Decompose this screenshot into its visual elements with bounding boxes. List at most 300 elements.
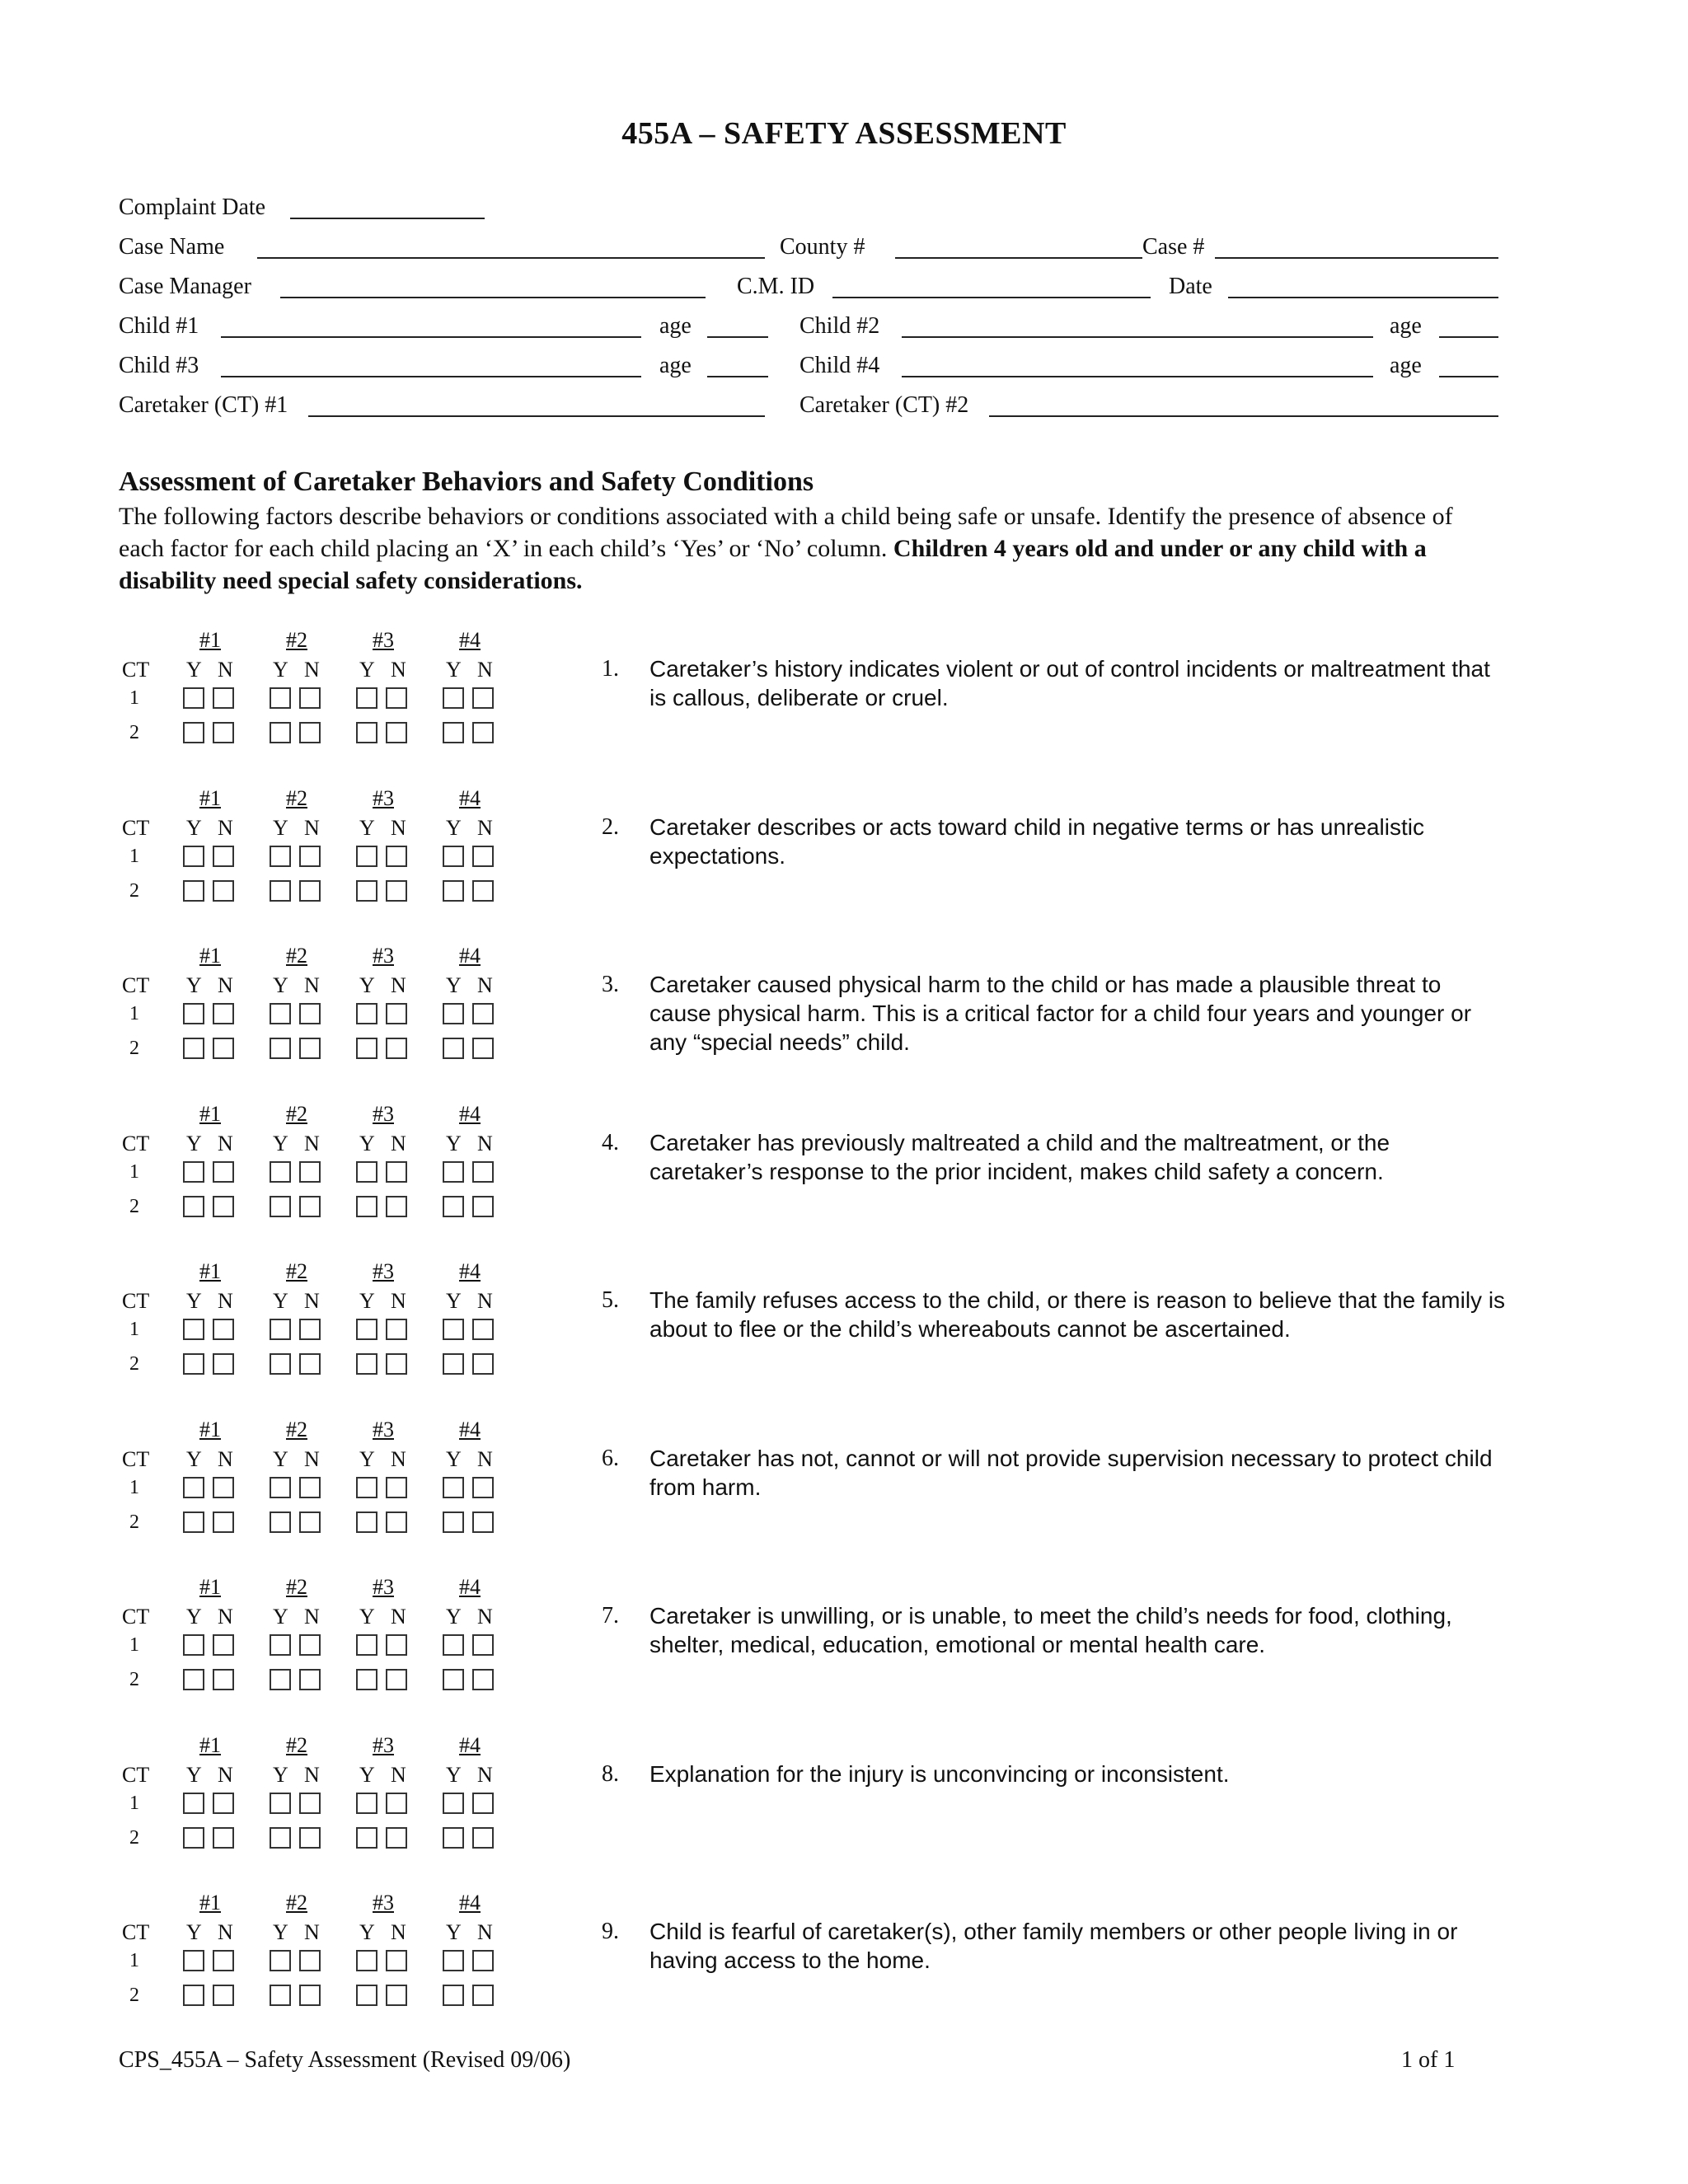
no-label: N [477,1289,493,1313]
factor-text: Caretaker caused physical harm to the child or has made a plausible threat to cause physical harm. This is a critical factor for a child four years and younger or any “special needs” child. [649,972,1472,1055]
no-label: N [391,658,406,682]
yes-label: Y [446,1289,462,1313]
case-name-label: Case Name [119,234,225,260]
child-column-header: #4 [459,1259,481,1283]
no-checkbox[interactable] [386,1511,407,1533]
child-column-header: #2 [286,1259,307,1283]
child-column-header: #3 [373,1575,394,1599]
factor-block [0,1418,1688,1574]
no-label: N [477,1762,493,1787]
yes-checkbox[interactable] [356,1477,377,1498]
yes-label: Y [273,1131,288,1155]
child-column-header: #4 [459,1891,481,1915]
factor-text: Caretaker describes or acts toward child in negative terms or has unrealistic expectations. [649,813,1424,869]
caretaker1-field[interactable] [308,415,765,417]
child3-age-label: age [659,353,692,378]
child2-label: Child #2 [799,313,880,339]
yes-checkbox[interactable] [443,880,464,902]
no-label: N [304,973,320,997]
caretaker-row-label: 1 [129,1950,139,1971]
factor-number: 2. [602,813,619,840]
case-manager-label: Case Manager [119,274,251,299]
yes-label: Y [186,1920,202,1944]
section-title: Assessment of Caretaker Behaviors and Safety Conditions [119,466,814,497]
yes-checkbox[interactable] [356,1353,377,1375]
yes-checkbox[interactable] [270,1793,291,1814]
factor-number: 1. [602,656,619,682]
no-checkbox[interactable] [472,1003,494,1024]
no-label: N [218,1762,233,1787]
yes-checkbox[interactable] [356,1003,377,1024]
ct-label: CT [122,1605,150,1629]
yes-checkbox[interactable] [443,1669,464,1690]
yes-checkbox[interactable] [443,687,464,709]
yes-checkbox[interactable] [356,1319,377,1340]
yes-label: Y [273,815,288,840]
yes-checkbox[interactable] [270,846,291,867]
intro-text: The following factors describe behaviors or conditions associated with a child being safe or unsafe. Identify the presence of absence of each factor for each child placing an ‘X’ in each child’s ‘Yes’ or ‘No’ column. [119,503,1453,562]
no-checkbox[interactable] [213,1511,234,1533]
no-label: N [391,1446,406,1471]
no-checkbox[interactable] [472,1827,494,1849]
no-checkbox[interactable] [299,687,321,709]
yes-checkbox[interactable] [270,1319,291,1340]
child4-field[interactable] [902,376,1373,377]
yes-checkbox[interactable] [443,1827,464,1849]
yes-checkbox[interactable] [356,722,377,743]
yes-label: Y [186,1289,202,1313]
no-label: N [304,1762,320,1787]
intro-bold-text: Children 4 years old and under or any child with a disability need special safety considerations. [119,535,1427,594]
yes-checkbox[interactable] [356,880,377,902]
yes-label: Y [359,1762,375,1787]
no-checkbox[interactable] [299,1511,321,1533]
child-column-header: #4 [459,628,481,652]
caretaker-row-label: 2 [129,1511,139,1533]
no-checkbox[interactable] [472,1477,494,1498]
yes-checkbox[interactable] [183,1669,204,1690]
no-checkbox[interactable] [472,1793,494,1814]
child-column-header: #4 [459,785,481,810]
no-label: N [391,1920,406,1944]
caretaker-row-label: 1 [129,1792,139,1814]
cm-id-field[interactable] [832,297,1151,298]
no-checkbox[interactable] [213,687,234,709]
yes-label: Y [186,1131,202,1155]
no-checkbox[interactable] [386,1161,407,1183]
yes-checkbox[interactable] [356,687,377,709]
no-checkbox[interactable] [299,1985,321,2006]
no-label: N [391,1605,406,1629]
no-checkbox[interactable] [213,1985,234,2006]
case-no-field[interactable] [1215,257,1498,259]
yes-checkbox[interactable] [183,1950,204,1971]
child4-label: Child #4 [799,353,880,378]
yes-checkbox[interactable] [270,722,291,743]
yes-checkbox[interactable] [183,1003,204,1024]
no-checkbox[interactable] [386,880,407,902]
no-checkbox[interactable] [386,1003,407,1024]
yes-checkbox[interactable] [443,1319,464,1340]
no-checkbox[interactable] [386,1477,407,1498]
no-label: N [304,1920,320,1944]
yes-checkbox[interactable] [183,1634,204,1656]
no-checkbox[interactable] [213,1634,234,1656]
no-checkbox[interactable] [386,687,407,709]
yes-checkbox[interactable] [183,687,204,709]
ct-label: CT [122,1762,150,1787]
factor-text: Caretaker is unwilling, or is unable, to meet the child’s needs for food, clothing, shelter, medical, education, emotional or mental health care. [649,1603,1452,1657]
child3-age-field[interactable] [707,376,768,377]
yes-checkbox[interactable] [183,1319,204,1340]
factor-text: Caretaker’s history indicates violent or out of control incidents or maltreatment that is callous, deliberate or cruel. [649,656,1490,710]
no-checkbox[interactable] [213,1477,234,1498]
case-manager-field[interactable] [280,297,706,298]
factor-block [0,1102,1688,1258]
yes-checkbox[interactable] [183,1985,204,2006]
caretaker-row-label: 2 [129,1353,139,1375]
no-label: N [218,1131,233,1155]
no-checkbox[interactable] [299,846,321,867]
child-column-header: #1 [199,628,221,652]
yes-checkbox[interactable] [270,1003,291,1024]
yes-label: Y [186,973,202,997]
no-label: N [477,815,493,840]
no-checkbox[interactable] [213,1793,234,1814]
yes-label: Y [273,1605,288,1629]
child4-age-label: age [1390,353,1422,378]
no-checkbox[interactable] [213,1003,234,1024]
yes-checkbox[interactable] [183,1038,204,1059]
child-column-header: #2 [286,785,307,810]
factor-number: 5. [602,1287,619,1313]
yes-label: Y [273,1762,288,1787]
no-checkbox[interactable] [472,1634,494,1656]
county-label: County # [780,234,865,260]
yes-checkbox[interactable] [270,1353,291,1375]
no-checkbox[interactable] [299,1319,321,1340]
ct-label: CT [122,1920,150,1944]
no-label: N [218,1289,233,1313]
yes-checkbox[interactable] [270,1038,291,1059]
child-column-header: #1 [199,1259,221,1283]
no-checkbox[interactable] [386,1353,407,1375]
caretaker2-field[interactable] [989,415,1498,417]
yes-checkbox[interactable] [443,1950,464,1971]
no-label: N [218,1605,233,1629]
no-checkbox[interactable] [472,687,494,709]
yes-checkbox[interactable] [443,722,464,743]
caretaker-row-label: 1 [129,1634,139,1656]
factor-block [0,628,1688,785]
no-checkbox[interactable] [213,880,234,902]
no-checkbox[interactable] [299,1634,321,1656]
yes-label: Y [186,1605,202,1629]
no-checkbox[interactable] [299,1003,321,1024]
caretaker-row-label: 2 [129,722,139,743]
child1-age-label: age [659,313,692,339]
caretaker-row-label: 1 [129,1319,139,1340]
date-label: Date [1169,274,1212,299]
child-column-header: #3 [373,1732,394,1757]
no-checkbox[interactable] [472,1511,494,1533]
yes-label: Y [446,1131,462,1155]
yes-label: Y [446,1762,462,1787]
no-label: N [477,1605,493,1629]
no-checkbox[interactable] [213,1038,234,1059]
no-checkbox[interactable] [299,1353,321,1375]
no-label: N [218,815,233,840]
child-column-header: #1 [199,1891,221,1915]
no-label: N [304,815,320,840]
yes-checkbox[interactable] [270,1511,291,1533]
yes-checkbox[interactable] [183,1793,204,1814]
no-checkbox[interactable] [386,1319,407,1340]
no-checkbox[interactable] [472,1950,494,1971]
yes-checkbox[interactable] [183,1827,204,1849]
yes-checkbox[interactable] [183,1511,204,1533]
yes-label: Y [273,1920,288,1944]
no-checkbox[interactable] [213,1827,234,1849]
section-intro [119,500,1503,597]
yes-checkbox[interactable] [356,1511,377,1533]
ct-label: CT [122,1131,150,1155]
factor-block [0,1575,1688,1732]
yes-checkbox[interactable] [356,1950,377,1971]
no-checkbox[interactable] [472,880,494,902]
yes-checkbox[interactable] [443,1353,464,1375]
no-label: N [477,1131,493,1155]
yes-label: Y [446,1605,462,1629]
yes-checkbox[interactable] [356,846,377,867]
no-label: N [477,1446,493,1471]
no-checkbox[interactable] [472,1196,494,1217]
yes-checkbox[interactable] [270,1669,291,1690]
no-checkbox[interactable] [299,1196,321,1217]
factor-block [0,1259,1688,1416]
no-checkbox[interactable] [213,1353,234,1375]
ct-label: CT [122,973,150,997]
child-column-header: #2 [286,1417,307,1441]
no-checkbox[interactable] [472,1353,494,1375]
no-checkbox[interactable] [386,1634,407,1656]
no-label: N [218,658,233,682]
child2-age-field[interactable] [1439,336,1498,338]
no-checkbox[interactable] [386,1793,407,1814]
no-label: N [391,815,406,840]
yes-checkbox[interactable] [270,1477,291,1498]
no-checkbox[interactable] [299,722,321,743]
caretaker2-label: Caretaker (CT) #2 [799,392,969,418]
yes-checkbox[interactable] [443,1196,464,1217]
yes-checkbox[interactable] [356,1793,377,1814]
child-column-header: #3 [373,944,394,968]
yes-label: Y [359,815,375,840]
child-column-header: #2 [286,628,307,652]
yes-checkbox[interactable] [270,1950,291,1971]
yes-label: Y [359,658,375,682]
no-label: N [477,1920,493,1944]
no-checkbox[interactable] [299,1669,321,1690]
no-checkbox[interactable] [213,1196,234,1217]
no-checkbox[interactable] [386,1827,407,1849]
no-checkbox[interactable] [472,1319,494,1340]
no-checkbox[interactable] [213,1669,234,1690]
factor-text: The family refuses access to the child, or there is reason to believe that the family is about to flee or the child’s whereabouts cannot be ascertained. [649,1287,1506,1342]
yes-checkbox[interactable] [356,1827,377,1849]
caretaker-row-label: 1 [129,1160,139,1183]
ct-label: CT [122,815,150,840]
no-checkbox[interactable] [299,1038,321,1059]
no-checkbox[interactable] [386,1950,407,1971]
yes-label: Y [273,973,288,997]
yes-checkbox[interactable] [356,1985,377,2006]
yes-checkbox[interactable] [270,687,291,709]
child4-age-field[interactable] [1439,376,1498,377]
child3-label: Child #3 [119,353,199,378]
yes-label: Y [186,1762,202,1787]
yes-checkbox[interactable] [443,1793,464,1814]
yes-label: Y [186,658,202,682]
child-column-header: #1 [199,1417,221,1441]
factor-number: 7. [602,1603,619,1629]
complaint-date-label: Complaint Date [119,194,266,220]
county-field[interactable] [895,257,1142,259]
child1-age-field[interactable] [707,336,768,338]
yes-checkbox[interactable] [270,880,291,902]
child3-field[interactable] [221,376,641,377]
no-checkbox[interactable] [213,722,234,743]
form-title: 455A – SAFETY ASSESSMENT [621,116,1067,151]
child-column-header: #1 [199,944,221,968]
no-checkbox[interactable] [386,846,407,867]
factor-number: 3. [602,972,619,997]
no-label: N [218,973,233,997]
no-checkbox[interactable] [213,1161,234,1183]
no-checkbox[interactable] [386,722,407,743]
yes-label: Y [359,1289,375,1313]
yes-checkbox[interactable] [183,1477,204,1498]
no-label: N [477,658,493,682]
no-label: N [391,1289,406,1313]
no-checkbox[interactable] [472,722,494,743]
yes-checkbox[interactable] [183,846,204,867]
yes-checkbox[interactable] [443,1161,464,1183]
child1-field[interactable] [221,336,641,338]
yes-checkbox[interactable] [356,1196,377,1217]
yes-label: Y [273,1289,288,1313]
yes-checkbox[interactable] [356,1669,377,1690]
yes-checkbox[interactable] [356,1634,377,1656]
yes-checkbox[interactable] [270,1161,291,1183]
factor-number: 4. [602,1129,619,1155]
date-field[interactable] [1228,297,1498,298]
child2-age-label: age [1390,313,1422,339]
child-column-header: #3 [373,1259,394,1283]
cm-id-label: C.M. ID [737,274,815,299]
no-checkbox[interactable] [386,1038,407,1059]
caretaker-row-label: 2 [129,1669,139,1690]
footer-form-id: CPS_455A – Safety Assessment (Revised 09/06) [119,2047,571,2073]
no-checkbox[interactable] [472,1985,494,2006]
factor-text: Caretaker has not, cannot or will not provide supervision necessary to protect child from harm. [649,1445,1493,1500]
no-checkbox[interactable] [472,1669,494,1690]
yes-checkbox[interactable] [356,1161,377,1183]
yes-checkbox[interactable] [270,1827,291,1849]
child1-label: Child #1 [119,313,199,339]
yes-checkbox[interactable] [356,1038,377,1059]
case-name-field[interactable] [257,257,765,259]
factor-text: Explanation for the injury is unconvincing or inconsistent. [649,1760,1230,1787]
yes-checkbox[interactable] [183,722,204,743]
yes-checkbox[interactable] [270,1196,291,1217]
yes-label: Y [359,1920,375,1944]
child2-field[interactable] [902,336,1373,338]
no-checkbox[interactable] [472,1161,494,1183]
no-checkbox[interactable] [213,1319,234,1340]
child-column-header: #2 [286,1732,307,1757]
factor-text: Child is fearful of caretaker(s), other family members or other people living in or having access to the home. [649,1919,1458,1973]
no-checkbox[interactable] [472,1038,494,1059]
child-column-header: #1 [199,1575,221,1599]
complaint-date-field[interactable] [290,218,485,219]
child-column-header: #1 [199,1732,221,1757]
yes-checkbox[interactable] [270,1634,291,1656]
factor-number: 9. [602,1919,619,1944]
no-checkbox[interactable] [299,880,321,902]
no-checkbox[interactable] [299,1477,321,1498]
no-checkbox[interactable] [386,1669,407,1690]
no-checkbox[interactable] [213,846,234,867]
yes-label: Y [446,1446,462,1471]
yes-checkbox[interactable] [443,1003,464,1024]
no-checkbox[interactable] [386,1985,407,2006]
yes-checkbox[interactable] [183,1161,204,1183]
no-checkbox[interactable] [299,1827,321,1849]
yes-label: Y [446,973,462,997]
no-checkbox[interactable] [213,1950,234,1971]
caretaker-row-label: 1 [129,1476,139,1498]
yes-checkbox[interactable] [443,1511,464,1533]
yes-checkbox[interactable] [443,1985,464,2006]
yes-checkbox[interactable] [183,1196,204,1217]
no-checkbox[interactable] [472,846,494,867]
caretaker-row-label: 1 [129,845,139,867]
caretaker-row-label: 2 [129,879,139,902]
child-column-header: #3 [373,628,394,652]
yes-checkbox[interactable] [270,1985,291,2006]
no-checkbox[interactable] [299,1950,321,1971]
no-label: N [218,1920,233,1944]
ct-label: CT [122,658,150,682]
no-label: N [218,1446,233,1471]
yes-checkbox[interactable] [443,1634,464,1656]
factor-block [0,944,1688,1100]
yes-checkbox[interactable] [183,880,204,902]
no-checkbox[interactable] [299,1793,321,1814]
no-checkbox[interactable] [299,1161,321,1183]
case-no-label: Case # [1142,234,1205,260]
yes-checkbox[interactable] [443,1477,464,1498]
yes-checkbox[interactable] [443,846,464,867]
no-checkbox[interactable] [386,1196,407,1217]
yes-checkbox[interactable] [443,1038,464,1059]
yes-checkbox[interactable] [183,1353,204,1375]
factor-number: 8. [602,1760,619,1787]
factor-block [0,1891,1688,2047]
yes-label: Y [359,973,375,997]
caretaker-row-label: 2 [129,1826,139,1849]
